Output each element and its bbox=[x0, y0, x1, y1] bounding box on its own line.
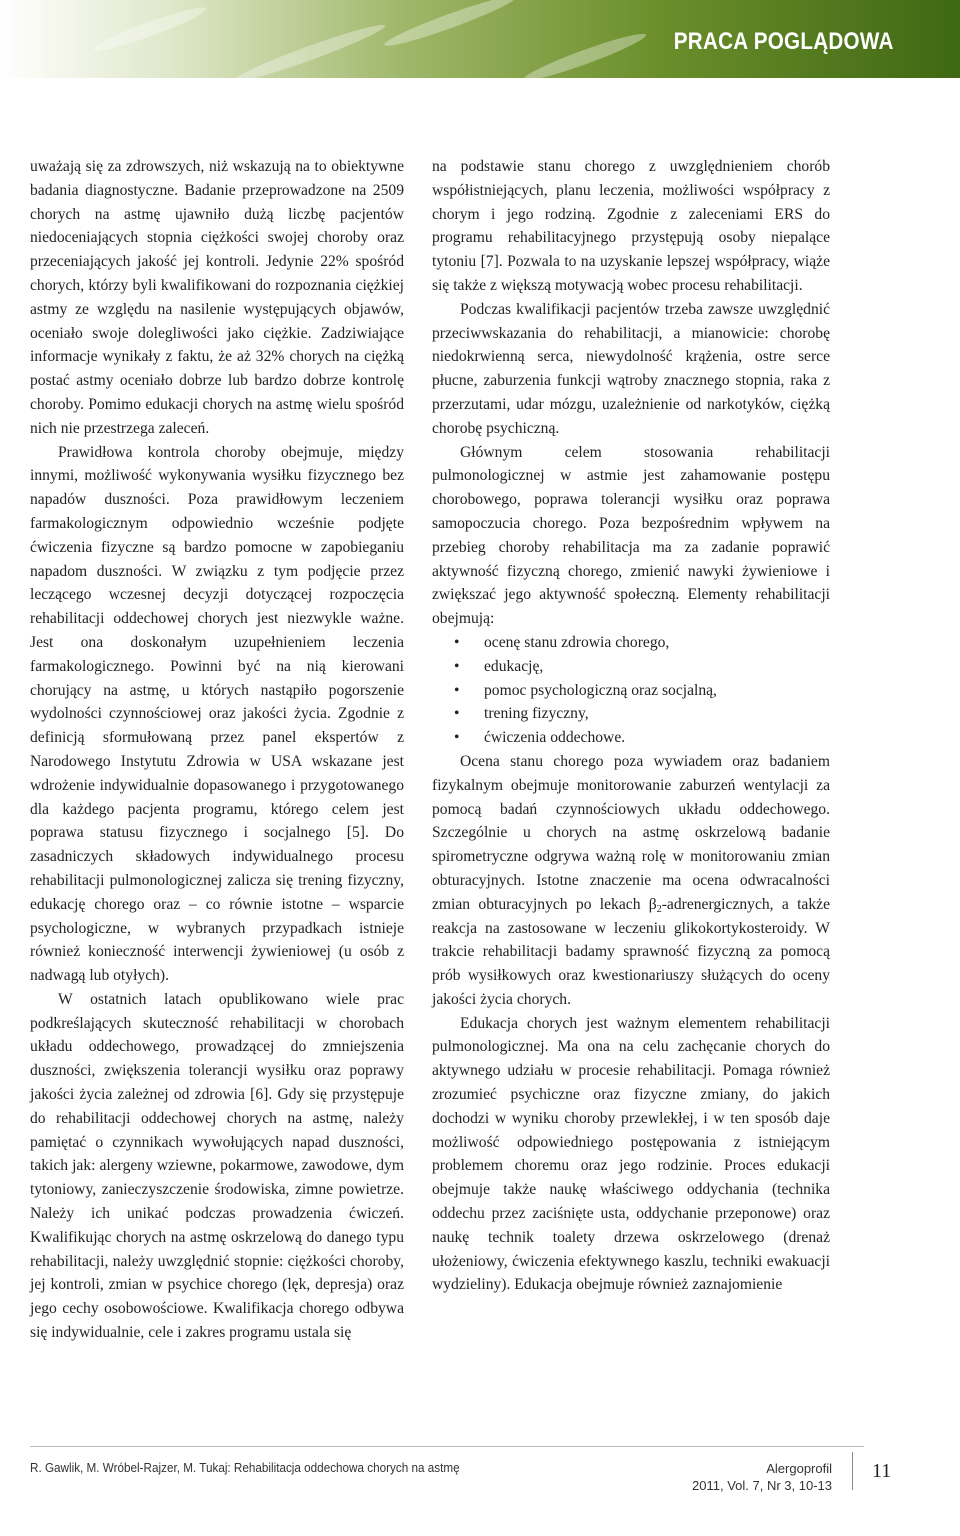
list-item: • ćwiczenia oddechowe. bbox=[454, 726, 830, 750]
journal-name: Alergoprofil bbox=[766, 1461, 832, 1476]
footer-separator bbox=[852, 1452, 853, 1490]
leaf-decoration bbox=[382, 0, 518, 52]
leaf-decoration bbox=[232, 19, 387, 78]
footer-citation: R. Gawlik, M. Wróbel-Rajzer, M. Tukaj: Rehabilitacja oddechowa chorych na astmę bbox=[30, 1460, 460, 1475]
page-number: 11 bbox=[872, 1460, 892, 1482]
section-banner bbox=[0, 0, 960, 78]
list-item: • edukację, bbox=[454, 655, 830, 679]
footer-journal-info bbox=[692, 1460, 832, 1494]
paragraph: uważają się za zdrowszych, niż wskazują na to obiektywne badania diagnostyczne. Badanie przeprowadzone na 2509 chorych na astmę ujawniło dużą liczbę pacjentów niedoceniających stopnia ciężkości swojej choroby oraz przeceniających jakość jej kontroli. Jedynie 22% spośród chorych, którzy byli kwalifikowani do rozpoznania ciężkiej astmy ze względu na nasilenie występujących objawów, oceniało swoje dolegliwości jako ciężkie. Zadziwiające informacje wynikały z faktu, że aż 32% chorych na ciężką postać astmy oceniało dobrze lub bardzo dobrze kontrolę choroby. Pomimo edukacji chorych na astmę wielu spośród nich nie przestrzega zaleceń. bbox=[30, 158, 404, 437]
footer-divider bbox=[30, 1446, 864, 1447]
subscript: 2 bbox=[656, 903, 662, 915]
left-column bbox=[30, 155, 404, 1345]
paragraph: Edukacja chorych jest ważnym elementem rehabilitacji pulmonologicznej. Ma ona na celu zachęcanie chorych do aktywnego udziału w procesie rehabilitacji. Pomaga również zrozumieć psychiczne oraz fizyczne zmiany, do jakich dochodzi w wyniku choroby przewlekłej, i w ten sposób daje możliwość odpowiedniego postępowania z istniejącym problemem choremu oraz jego rodzinie. Proces edukacji obejmuje także naukę właściwego oddychania (technika oddechu przez zaciśnięte usta, oddychanie przeponowe) oraz naukę technik toalety drzewa oskrzelowego (drenaż ułożeniowy, ćwiczenia efektywnego kaszlu, techniki ewakuacji wydzieliny). Edukacja obejmuje również zaznajomienie bbox=[432, 1014, 830, 1294]
list-item: • ocenę stanu zdrowia chorego, bbox=[454, 631, 830, 655]
paragraph bbox=[432, 750, 830, 1012]
section-label: PRACA POGLĄDOWA bbox=[674, 28, 894, 55]
journal-issue: 2011, Vol. 7, Nr 3, 10-13 bbox=[692, 1478, 832, 1493]
leaf-decoration bbox=[522, 28, 649, 78]
paragraph: Prawidłowa kontrola choroby obejmuje, między innymi, możliwość wykonywania wysiłku fizycznego bez napadów duszności. Poza prawidłowym leczeniem farmakologicznym odpowiednio wcześnie podjęte ćwiczenia fizyczne są bardzo pomocne w zapobieganiu napadom duszności. W związku z tym podjęcie przez leczącego wczesnej decyzji dotyczącej rozpoczęcia rehabilitacji oddechowej chorych jest niezwykle ważne. Jest ona doskonałym uzupełnieniem leczenia farmakologicznego. Powinni być na nią kierowani chorujący na astmę, u których nastąpiło pogorszenie wydolności czynnościowej oraz jakości życia. Zgodnie z definicją sformułowaną przez panel ekspertów z Narodowego Instytutu Zdrowia w USA wskazane jest wdrożenie indywidualnie dopasowanego i przygotowanego dla każdego pacjenta programu, którego celem jest poprawa statusu fizycznego i socjalnego [5]. Do zasadniczych składowych indywidualnego procesu rehabilitacji pulmonologicznej zalicza się trening fizyczny, edukację chorego oraz – co równie istotne – wsparcie psychologiczne, w wybranych przypadkach istnieje również konieczność interwencji żywieniowej (u osób z nadwagą lub otyłych). bbox=[30, 443, 404, 985]
list-item: • pomoc psychologiczną oraz socjalną, bbox=[454, 679, 830, 703]
list-item: • trening fizyczny, bbox=[454, 702, 830, 726]
paragraph-text: -adrenergicznych, a także reakcja na zastosowane w leczeniu glikokortykosteroidy. W trakcie rehabilitacji badamy sprawność fizyczną za pomocą prób wysiłkowych oraz kwestionariuszy służących do oceny jakości życia chorych. bbox=[432, 895, 830, 1008]
paragraph: na podstawie stanu chorego z uwzględnieniem chorób współistniejących, planu leczenia, możliwości współpracy z chorym i jego rodziną. Zgodnie z zaleceniami ERS do programu rehabilitacyjnego przystępują osoby niepalące tytoniu [7]. Pozwala to na uzyskanie lepszej współpracy, wiąże się także z większą motywacją wobec procesu rehabilitacji. bbox=[432, 158, 830, 294]
paragraph: Podczas kwalifikacji pacjentów trzeba zawsze uwzględnić przeciwwskazania do rehabilitacji, a mianowicie: chorobę niedokrwienną serca, niewydolność krążenia, ostre serce płucne, zaburzenia funkcji wątroby znacznego stopnia, raka z przerzutami, udar mózgu, uzależnienie od narkotyków, ciężką chorobę psychiczną. bbox=[432, 300, 830, 437]
leaf-decoration bbox=[91, 2, 209, 56]
paragraph: Głównym celem stosowania rehabilitacji pulmonologicznej w astmie jest zahamowanie postępu chorobowego, poprawa tolerancji wysiłku oraz poprawa samopoczucia chorego. Poza bezpośrednim wpływem na przebieg choroby rehabilitacja ma za zadanie poprawić aktywność fizyczną chorego, zmienić nawyki żywieniowe i zwiększać jego aktywność społeczną. Elementy rehabilitacji obejmują: bbox=[432, 443, 830, 628]
right-column bbox=[432, 155, 830, 1297]
paragraph-text: Ocena stanu chorego poza wywiadem oraz badaniem fizykalnym obejmuje monitorowanie zaburzeń wentylacji za pomocą badań czynnościowych układu oddechowego. Szczególnie u chorych na astmę oskrzelową badanie spirometryczne odgrywa ważną rolę w monitorowaniu zmian obturacyjnych. Istotne znaczenie ma ocena odwracalności zmian obturacyjnych po lekach β bbox=[432, 752, 830, 913]
bullet-list bbox=[432, 631, 830, 750]
paragraph: W ostatnich latach opublikowano wiele prac podkreślających skuteczność rehabilitacji w chorobach układu oddechowego, prowadzącej do zmniejszenia duszności, zwiększenia tolerancji wysiłku oraz poprawy jakości życia zależnej od zdrowia [6]. Gdy się przystępuje do rehabilitacji oddechowej chorych na astmę, należy pamiętać o czynnikach wywołujących napad duszności, takich jak: alergeny wziewne, pokarmowe, zawodowe, dym tytoniowy, zanieczyszczenie środowiska, zimne powietrze. Należy ich unikać podczas prowadzenia ćwiczeń. Kwalifikując chorych na astmę oskrzelową do danego typu rehabilitacji, należy uwzględnić stopnie: ciężkości choroby, jej kontroli, zmian w psychice chorego (lęk, depresja) oraz jego cechy osobowościowe. Kwalifikacja chorego odbywa się indywidualnie, cele i zakres programu ustala się bbox=[30, 990, 404, 1342]
